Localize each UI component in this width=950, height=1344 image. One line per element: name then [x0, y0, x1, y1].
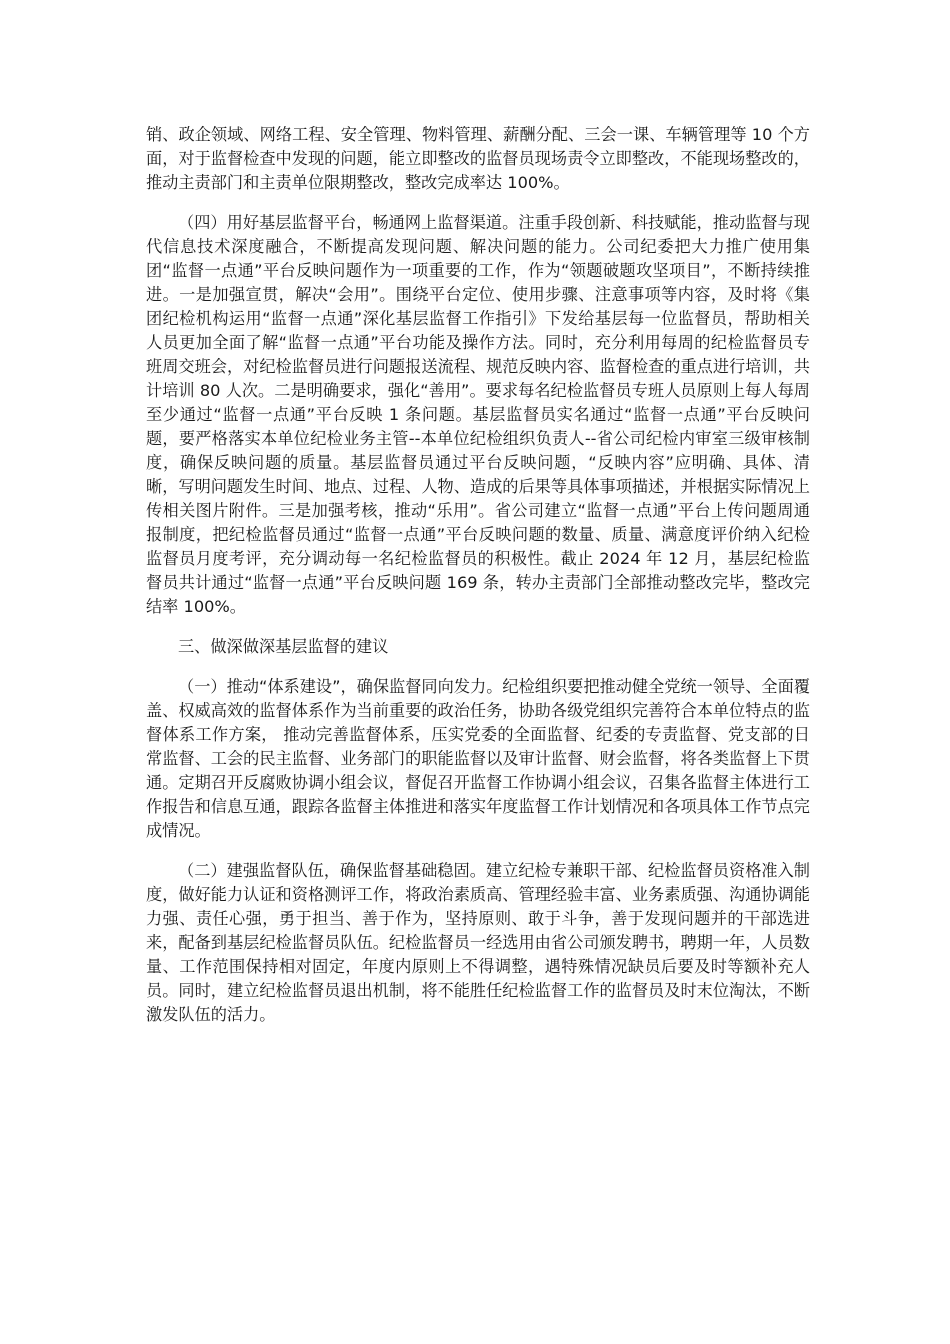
- body-paragraph: 销、政企领域、网络工程、安全管理、物料管理、薪酬分配、三会一课、车辆管理等 10 个方面，对于监督检查中发现的问题，能立即整改的监督员现场责令立即整改，不能现场整改的，推动主责部门和主责单位限期整改，整改完成率达 100%。: [146, 125, 810, 192]
- body-paragraph: （二）建强监督队伍，确保监督基础稳固。建立纪检专兼职干部、纪检监督员资格准入制度，做好能力认证和资格测评工作，将政治素质高、管理经验丰富、业务素质强、沟通协调能力强、责任心强，勇于担当、善于作为，坚持原则、敢于斗争，善于发现问题并的干部选进来，配备到基层纪检监督员队伍。纪检监督员一经选用由省公司颁发聘书，聘期一年，人员数量、工作范围保持相对固定，年度内原则上不得调整，遇特殊情况缺员后要及时等额补充人员。同时，建立纪检监督员退出机制，将不能胜任纪检监督工作的监督员及时末位淘汰，不断激发队伍的活力。: [146, 861, 810, 1024]
- section-heading: 三、做深做深基层监督的建议: [178, 637, 389, 656]
- body-paragraph: （一）推动“体系建设”，确保监督同向发力。纪检组织要把推动健全党统一领导、全面覆盖、权威高效的监督体系作为当前重要的政治任务，协助各级党组织完善符合本单位特点的监督体系工作方案， 推动完善监督体系，压实党委的全面监督、纪委的专责监督、党支部的日常监督、工会的民主监督、业务部门的职能监督以及审计监督、财会监督，将各类监督上下贯通。定期召开反腐败协调小组会议，督促召开监督工作协调小组会议，召集各监督主体进行工作报告和信息互通，跟踪各监督主体推进和落实年度监督工作计划情况和各项具体工作节点完成情况。: [146, 677, 810, 840]
- document-page: [146, 123, 810, 1027]
- body-paragraph: （四）用好基层监督平台，畅通网上监督渠道。注重手段创新、科技赋能，推动监督与现代信息技术深度融合，不断提高发现问题、解决问题的能力。公司纪委把大力推广使用集团“监督一点通”平台反映问题作为一项重要的工作，作为“领题破题攻坚项目”，不断持续推进。一是加强宣贯，解决“会用”。围绕平台定位、使用步骤、注意事项等内容，及时将《集团纪检机构运用“监督一点通”深化基层监督工作指引》下发给基层每一位监督员，帮助相关人员更加全面了解“监督一点通”平台功能及操作方法。同时，充分利用每周的纪检监督员专班周交班会，对纪检监督员进行问题报送流程、规范反映内容、监督检查的重点进行培训，共计培训 80 人次。二是明确要求，强化“善用”。要求每名纪检监督员专班人员原则上每人每周至少通过“监督一点通”平台反映 1 条问题。基层监督员实名通过“监督一点通”平台反映问题，要严格落实本单位纪检业务主管--本单位纪检组织负责人--省公司纪检内审室三级审核制度，确保反映问题的质量。基层监督员通过平台反映问题，“反映内容”应明确、具体、清晰，写明问题发生时间、地点、过程、人物、造成的后果等具体事项描述，并根据实际情况上传相关图片附件。三是加强考核，推动“乐用”。省公司建立“监督一点通”平台上传问题周通报制度，把纪检监督员通过“监督一点通”平台反映问题的数量、质量、满意度评价纳入纪检监督员月度考评，充分调动每一名纪检监督员的积极性。截止 2024 年 12 月，基层纪检监督员共计通过“监督一点通”平台反映问题 169 条，转办主责部门全部推动整改完毕，整改完结率 100%。: [146, 213, 810, 616]
